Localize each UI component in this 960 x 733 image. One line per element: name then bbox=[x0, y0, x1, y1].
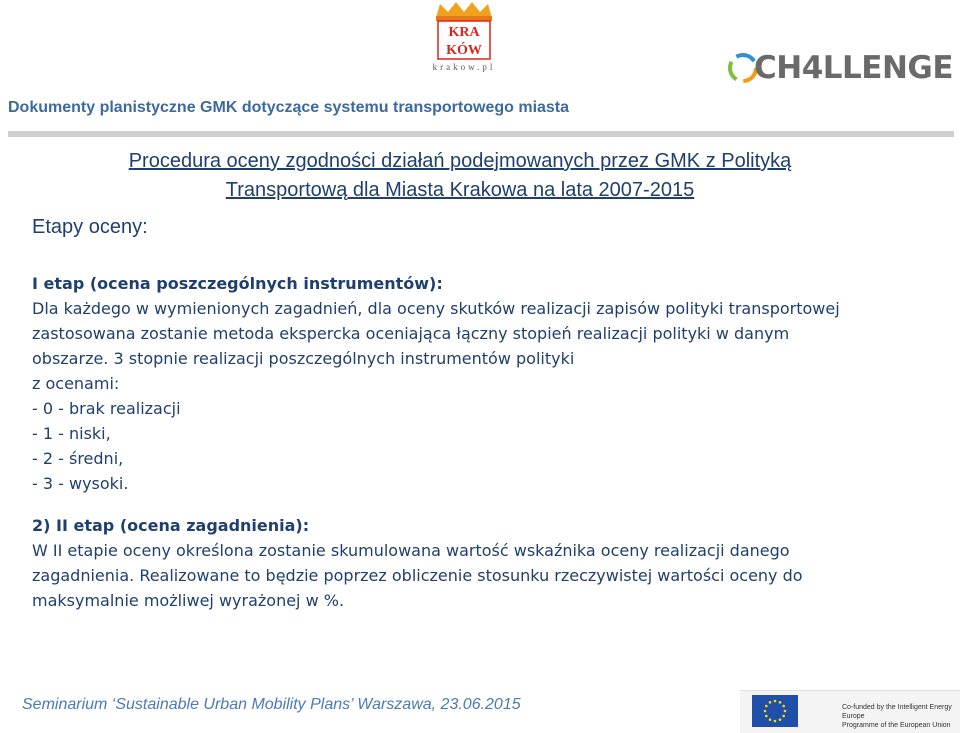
stage1-line: obszarze. 3 stopnie realizacji poszczególnych instrumentów polityki bbox=[32, 349, 575, 368]
document-header: Dokumenty planistyczne GMK dotyczące systemu transportowego miasta bbox=[8, 99, 570, 116]
krakow-text-top: KRA bbox=[448, 25, 480, 40]
eu-star-icon bbox=[782, 705, 785, 708]
krakow-caption: krakow.pl bbox=[432, 62, 496, 72]
eu-star-icon bbox=[779, 718, 782, 721]
header-divider bbox=[8, 131, 954, 137]
krakow-text-bottom: KÓW bbox=[446, 43, 482, 58]
stage1-line: z ocenami: bbox=[32, 374, 120, 393]
crown-icon bbox=[436, 2, 492, 21]
eu-star-icon bbox=[769, 718, 772, 721]
grade-item: - 3 - wysoki. bbox=[32, 474, 129, 493]
eu-funding-line2: Programme of the European Union bbox=[842, 722, 951, 729]
eu-funding-box bbox=[740, 690, 960, 733]
stage2-heading: 2) II etap (ocena zagadnienia): bbox=[32, 516, 310, 535]
eu-star-icon bbox=[774, 700, 777, 703]
slide-title-line2: Transportową dla Miasta Krakowa na lata 2007-2015 bbox=[225, 179, 695, 201]
eu-funding-line1: Co-funded by the Intelligent Energy Europe bbox=[842, 704, 952, 720]
eu-flag-icon bbox=[752, 695, 798, 727]
stage1-heading: I etap (ocena poszczególnych instrumentów): bbox=[32, 274, 443, 293]
grade-item: - 2 - średni, bbox=[32, 449, 124, 468]
eu-star-icon bbox=[774, 720, 777, 723]
challenge-logo bbox=[728, 44, 954, 96]
slide-title bbox=[60, 147, 860, 205]
grade-item: - 0 - brak realizacji bbox=[32, 399, 181, 418]
stage1-line: Dla każdego w wymienionych zagadnień, dla oceny skutków realizacji zapisów polityki transportowej bbox=[32, 299, 840, 318]
eu-star-icon bbox=[782, 715, 785, 718]
grade-item: - 1 - niski, bbox=[32, 424, 111, 443]
footer-seminar-text: Seminarium ‘Sustainable Urban Mobility Plans’ Warszawa, 23.06.2015 bbox=[22, 696, 521, 713]
stage1-line: zastosowana zostanie metoda ekspercka oceniająca łączny stopień realizacji polityki w danym bbox=[32, 324, 790, 343]
eu-star-icon bbox=[765, 705, 768, 708]
stage2-line: maksymalnie możliwej wyrażonej w %. bbox=[32, 591, 345, 610]
eu-star-icon bbox=[779, 701, 782, 704]
eu-star-icon bbox=[764, 710, 767, 713]
stage2-line: zagadnienia. Realizowane to będzie poprzez obliczenie stosunku rzeczywistej wartości oceny do bbox=[32, 566, 803, 585]
eu-funding-text bbox=[842, 703, 960, 730]
eu-star-icon bbox=[765, 715, 768, 718]
slide-body bbox=[32, 271, 932, 613]
slide-title-line1: Procedura oceny zgodności działań podejmowanych przez GMK z Polityką bbox=[128, 150, 792, 172]
stage2-line: W II etapie oceny określona zostanie skumulowana wartość wskaźnika oceny realizacji danego bbox=[32, 541, 790, 560]
eu-star-icon bbox=[769, 701, 772, 704]
challenge-wordmark: CH4LLENGE bbox=[754, 50, 954, 86]
stages-label: Etapy oceny: bbox=[32, 216, 148, 238]
eu-star-icon bbox=[784, 710, 787, 713]
